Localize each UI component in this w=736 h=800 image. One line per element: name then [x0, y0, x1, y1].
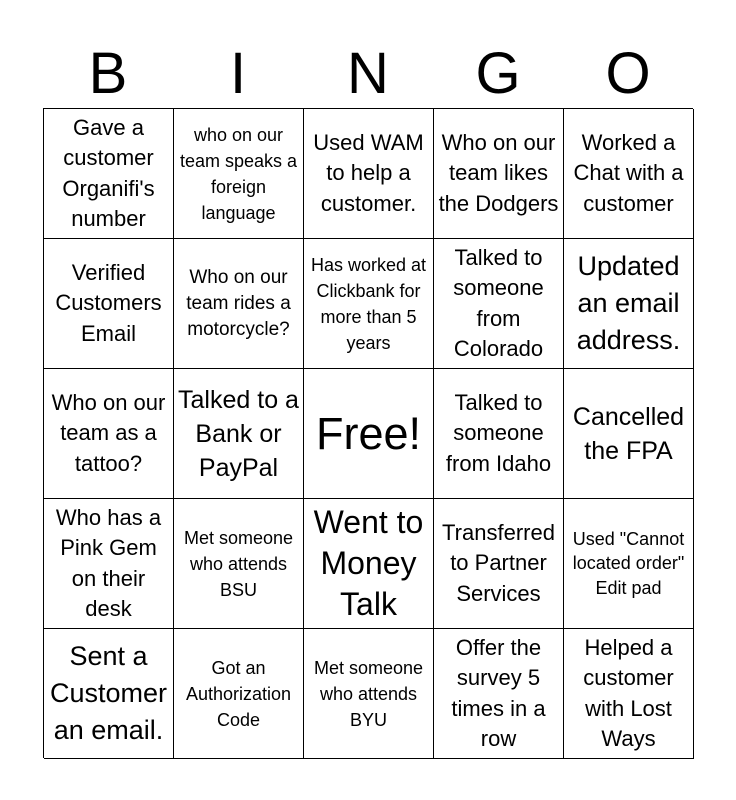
- header-letter-o: O: [605, 41, 651, 106]
- cell-text: Who on our team rides a motorcycle?: [186, 266, 291, 340]
- bingo-cell[interactable]: [434, 369, 564, 499]
- cell-text: Got an Authorization Code: [185, 657, 292, 730]
- bingo-cell[interactable]: [434, 629, 564, 759]
- bingo-cell[interactable]: [174, 499, 304, 629]
- bingo-cell[interactable]: [44, 499, 174, 629]
- cell-text: Who on our team as a tattoo?: [51, 389, 166, 476]
- cell-text: Gave a customer Organifi's number: [62, 114, 155, 231]
- cell-text: Transferred to Partner Services: [442, 519, 555, 606]
- bingo-header: [43, 40, 693, 108]
- cell-text: Who has a Pink Gem on their desk: [55, 504, 162, 621]
- cell-text: Helped a customer with Lost Ways: [583, 634, 674, 751]
- bingo-cell[interactable]: [304, 239, 434, 369]
- cell-text: Who on our team likes the Dodgers: [438, 129, 559, 216]
- cell-text: Talked to someone from Idaho: [445, 389, 552, 476]
- bingo-cell[interactable]: [434, 109, 564, 239]
- cell-text: Worked a Chat with a customer: [573, 129, 684, 216]
- bingo-board: [43, 108, 693, 758]
- bingo-cell[interactable]: [44, 629, 174, 759]
- cell-text: Offer the survey 5 times in a row: [451, 634, 546, 751]
- cell-text: Used WAM to help a customer.: [313, 129, 424, 216]
- cell-text: Talked to a Bank or PayPal: [178, 385, 299, 482]
- bingo-cell[interactable]: [174, 109, 304, 239]
- cell-text: Went to Money Talk: [313, 504, 424, 622]
- bingo-cell[interactable]: [304, 499, 434, 629]
- bingo-cell[interactable]: [564, 109, 694, 239]
- cell-text: Updated an email address.: [576, 251, 681, 355]
- bingo-cell[interactable]: [564, 499, 694, 629]
- bingo-cell[interactable]: [44, 369, 174, 499]
- bingo-cell[interactable]: [174, 239, 304, 369]
- cell-text: Sent a Customer an email.: [49, 641, 168, 745]
- cell-text: Met someone who attends BYU: [313, 657, 424, 730]
- bingo-cell[interactable]: [174, 369, 304, 499]
- bingo-cell[interactable]: [564, 369, 694, 499]
- cell-text: Verified Customers Email: [55, 259, 162, 346]
- bingo-cell[interactable]: [564, 629, 694, 759]
- bingo-cell[interactable]: [304, 629, 434, 759]
- bingo-cell[interactable]: [174, 629, 304, 759]
- cell-text: Has worked at Clickbank for more than 5 years: [310, 254, 427, 353]
- bingo-cell[interactable]: [44, 109, 174, 239]
- cell-text: Cancelled the FPA: [572, 402, 685, 465]
- bingo-cell[interactable]: [44, 239, 174, 369]
- free-space-text: Free!: [315, 407, 422, 459]
- header-letter-n: N: [347, 41, 389, 106]
- bingo-cell[interactable]: [434, 239, 564, 369]
- header-letter-i: I: [229, 41, 247, 106]
- cell-text: Met someone who attends BSU: [183, 527, 294, 600]
- header-letter-g: G: [475, 41, 521, 106]
- cell-text: who on our team speaks a foreign language: [179, 124, 298, 223]
- bingo-cell[interactable]: [564, 239, 694, 369]
- bingo-cell[interactable]: [434, 499, 564, 629]
- bingo-cell[interactable]: [304, 109, 434, 239]
- cell-text: Talked to someone from Colorado: [453, 244, 544, 361]
- bingo-cell-free[interactable]: [304, 369, 434, 499]
- cell-text: Used "Cannot located order" Edit pad: [572, 528, 685, 598]
- header-letter-b: B: [88, 41, 128, 106]
